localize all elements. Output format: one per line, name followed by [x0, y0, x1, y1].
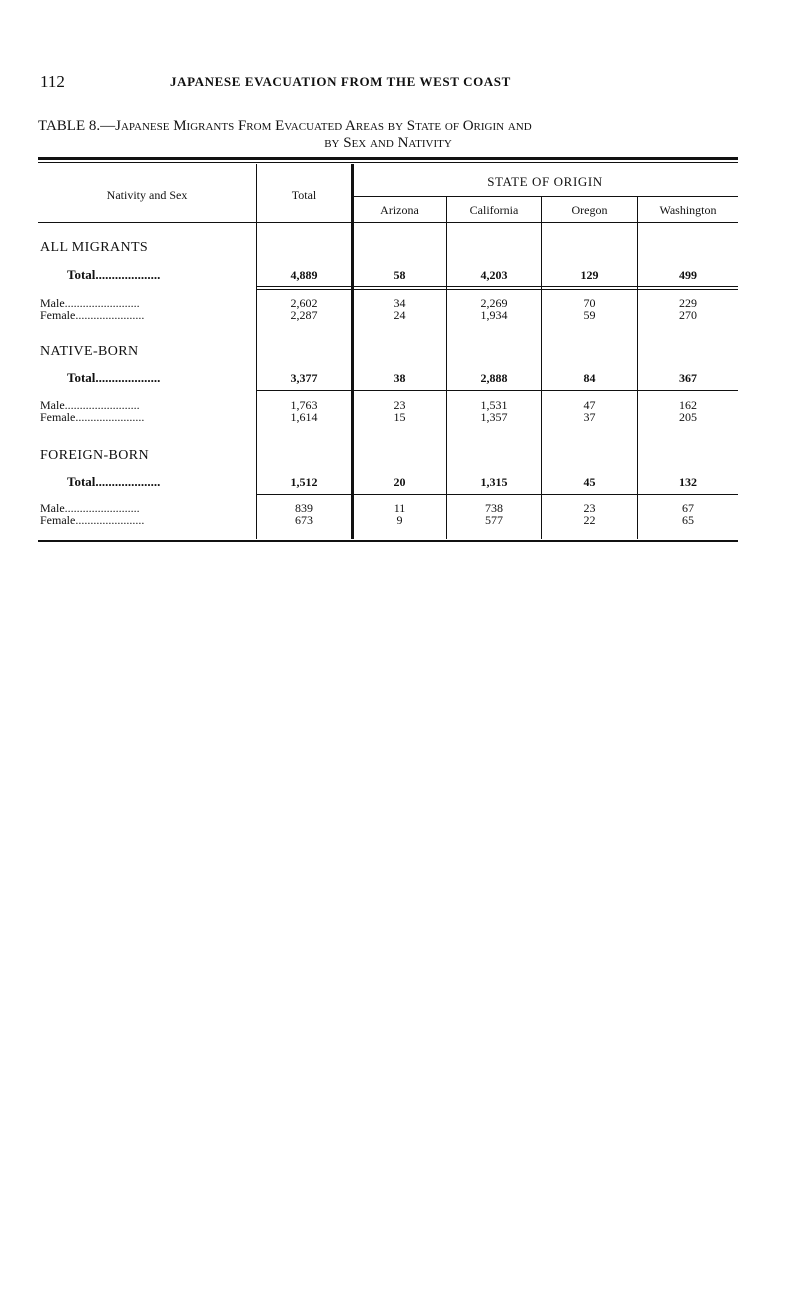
table-cell: 4,889 [290, 268, 318, 282]
table-cell: 38 [393, 371, 406, 385]
group-heading: NATIVE-BORN [40, 344, 139, 359]
table-cell: 839 [295, 501, 313, 515]
total-rule [256, 390, 738, 391]
table-bottom-rule [38, 540, 738, 542]
running-title: JAPANESE EVACUATION FROM THE WEST COAST [170, 74, 511, 89]
table-cell: 65 [682, 513, 694, 527]
header-washington: Washington [659, 203, 717, 217]
table-cell: 162 [679, 398, 697, 412]
table-cell: 1,934 [480, 308, 508, 322]
table-cell: 499 [679, 268, 697, 282]
table-cell: 1,512 [290, 475, 318, 489]
table-caption-line2: by Sex and Nativity [324, 135, 452, 151]
table-cell: 738 [485, 501, 503, 515]
header-california: California [469, 203, 519, 217]
female-row-label: Female....................... [40, 410, 145, 424]
group-heading: FOREIGN-BORN [40, 448, 150, 463]
table-cell: 59 [583, 308, 596, 322]
running-head [40, 72, 740, 92]
male-row-label: Male......................... [40, 501, 140, 515]
table-cell: 11 [393, 501, 406, 515]
table-caption-line1: —Japanese Migrants From Evacuated Areas by State of Origin and [100, 118, 532, 134]
page-number: 112 [40, 72, 65, 91]
table-cell: 22 [583, 513, 596, 527]
table-cell: 367 [679, 371, 697, 385]
table-cell: 9 [396, 513, 403, 527]
group-heading: ALL MIGRANTS [40, 240, 149, 255]
table-cell: 2,269 [480, 296, 508, 310]
header-oregon: Oregon [571, 203, 608, 217]
table-cell: 34 [393, 296, 406, 310]
table-cell: 229 [679, 296, 697, 310]
table-cell: 37 [583, 410, 596, 424]
header-arizona: Arizona [380, 203, 419, 217]
table-cell: 2,287 [290, 308, 318, 322]
table-cell: 24 [393, 308, 406, 322]
table-cell: 4,203 [480, 268, 508, 282]
table-cell: 2,888 [480, 371, 508, 385]
table-cell: 45 [583, 475, 596, 489]
table-title [38, 118, 738, 152]
table-cell: 84 [583, 371, 596, 385]
header-total: Total [291, 188, 317, 202]
table-cell: 70 [583, 296, 596, 310]
total-rule [256, 494, 738, 495]
table-cell: 15 [393, 410, 406, 424]
table-cell: 1,315 [480, 475, 508, 489]
table-cell: 47 [583, 398, 596, 412]
female-row-label: Female....................... [40, 308, 145, 322]
table-label: TABLE 8. [38, 118, 101, 134]
table-cell: 2,602 [290, 296, 318, 310]
table-cell: 58 [393, 268, 406, 282]
table-cell: 1,763 [290, 398, 318, 412]
table-cell: 67 [682, 501, 694, 515]
table-cell: 673 [295, 513, 313, 527]
female-row-label: Female....................... [40, 513, 145, 527]
table-cell: 23 [393, 398, 406, 412]
header-bottom-rule [38, 222, 738, 223]
table-top-rule-thin [38, 162, 738, 163]
state-header-rule [353, 196, 738, 197]
table-cell: 132 [679, 475, 697, 489]
table-title-line1 [38, 118, 738, 135]
total-row-label: Total.................... [67, 267, 161, 282]
total-row-label: Total.................... [67, 370, 161, 385]
male-row-label: Male......................... [40, 398, 140, 412]
table-cell: 23 [583, 501, 596, 515]
total-rule [256, 289, 738, 290]
male-row-label: Male......................... [40, 296, 140, 310]
column-rule-total [256, 164, 257, 539]
table-cell: 270 [679, 308, 697, 322]
table-cell: 20 [393, 475, 406, 489]
total-row-label: Total.................... [67, 474, 161, 489]
header-nativity-sex: Nativity and Sex [106, 188, 188, 202]
header-state-of-origin: STATE OF ORIGIN [487, 174, 603, 189]
table-cell: 1,357 [480, 410, 508, 424]
table-cell: 205 [679, 410, 697, 424]
total-rule [256, 286, 738, 287]
table-cell: 577 [485, 513, 503, 527]
table-top-rule [38, 157, 738, 160]
table-cell: 129 [580, 268, 599, 282]
table-cell: 1,531 [480, 398, 508, 412]
table-cell: 3,377 [290, 371, 318, 385]
table-cell: 1,614 [290, 410, 318, 424]
